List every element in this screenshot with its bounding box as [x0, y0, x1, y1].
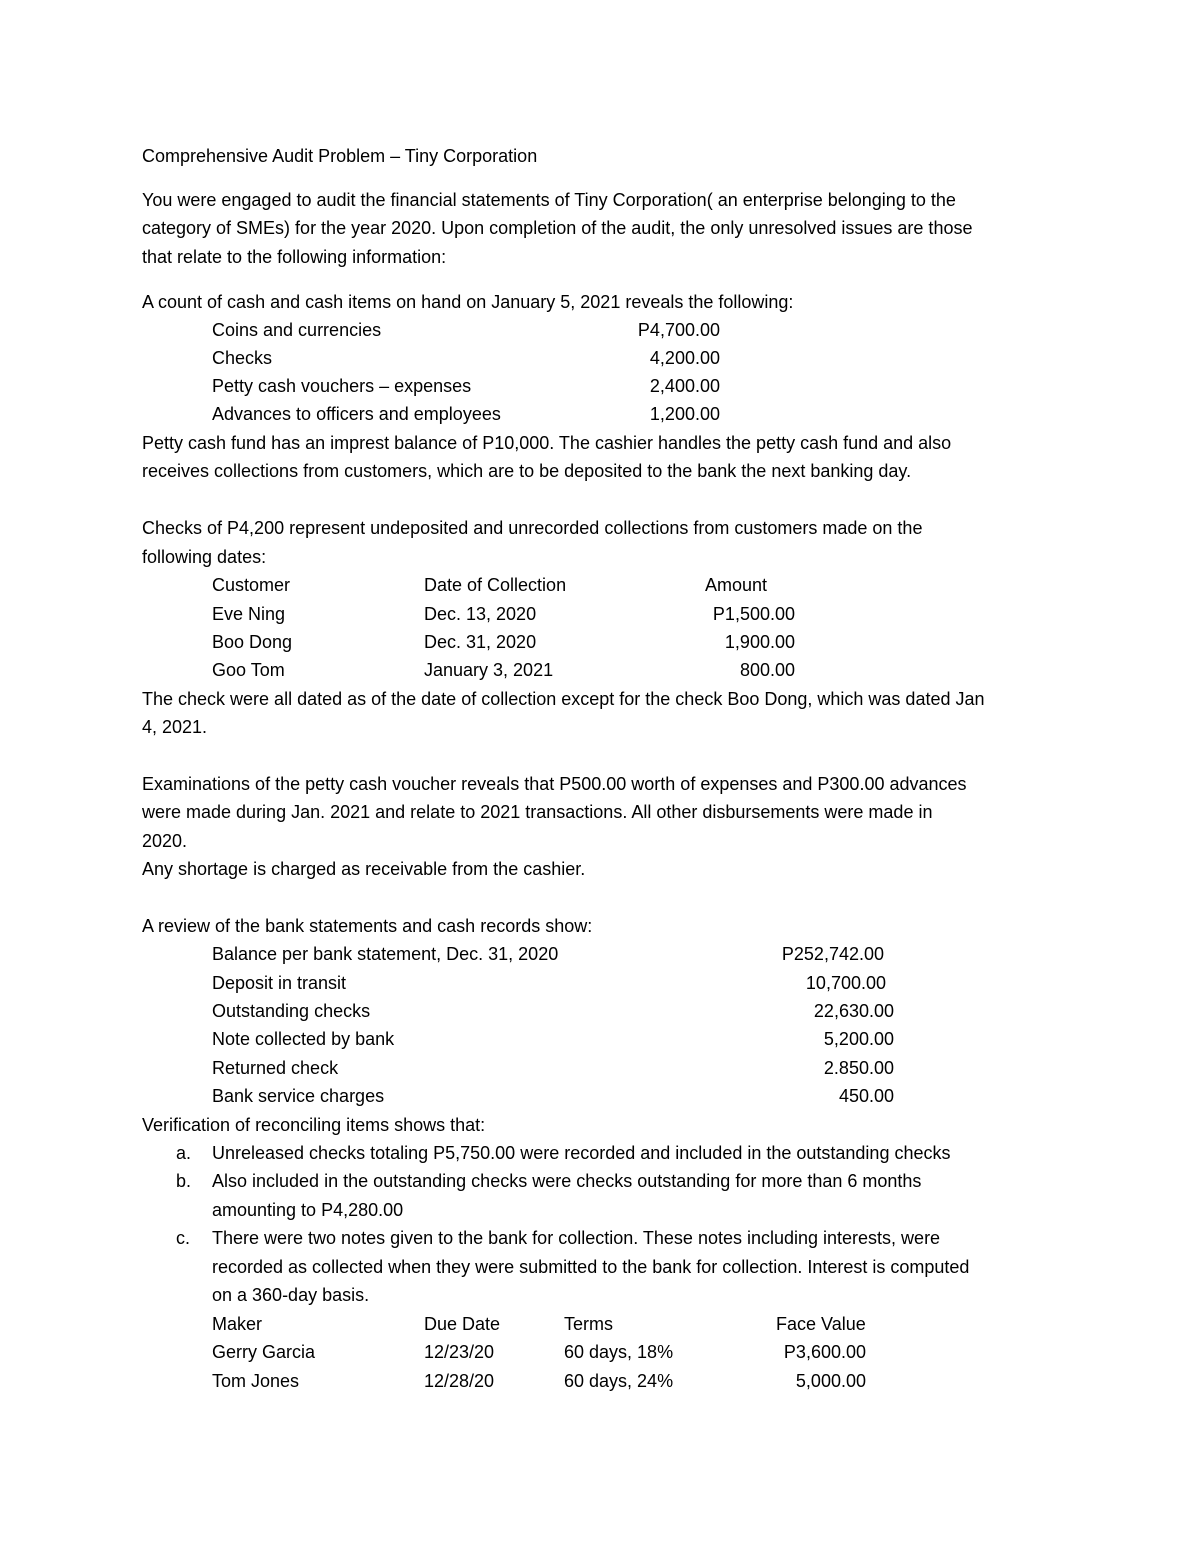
cash-count-heading: A count of cash and cash items on hand on January 5, 2021 reveals the following: — [142, 292, 794, 312]
bank-item-label: Bank service charges — [212, 1086, 385, 1106]
checks-row-customer: Boo Dong — [212, 632, 293, 652]
list-item-c: on a 360-day basis. — [212, 1285, 370, 1305]
list-marker-a: a. — [176, 1143, 192, 1163]
shortage-line: Any shortage is charged as receivable from the cashier. — [142, 859, 586, 879]
notes-row-due-date: 12/23/20 — [424, 1342, 495, 1362]
cash-item-label: Coins and currencies — [212, 320, 382, 340]
checks-row-amount: P1,500.00 — [712, 604, 795, 624]
checks-header-amount: Amount — [705, 575, 768, 595]
bank-item-amount: 5,200.00 — [823, 1029, 894, 1049]
notes-row-maker: Gerry Garcia — [212, 1342, 316, 1362]
checks-row-date: Dec. 13, 2020 — [424, 604, 537, 624]
notes-header-due-date: Due Date — [424, 1314, 501, 1334]
intro-line: category of SMEs) for the year 2020. Upon completion of the audit, the only unresolved issues are those — [142, 218, 973, 238]
intro-line: that relate to the following information: — [142, 247, 447, 267]
intro-line: You were engaged to audit the financial statements of Tiny Corporation( an enterprise belonging to the — [142, 190, 956, 210]
checks-intro-line: Checks of P4,200 represent undeposited and unrecorded collections from customers made on the — [142, 518, 923, 538]
list-marker-b: b. — [176, 1171, 192, 1191]
bank-item-label: Balance per bank statement, Dec. 31, 2020 — [212, 944, 559, 964]
cash-item-amount: 1,200.00 — [649, 404, 720, 424]
cash-item-amount: 4,200.00 — [649, 348, 720, 368]
petty-fund-line: receives collections from customers, which are to be deposited to the bank the next banking day. — [142, 461, 912, 481]
checks-row-amount: 800.00 — [739, 660, 795, 680]
bank-item-label: Outstanding checks — [212, 1001, 371, 1021]
petty-voucher-line: were made during Jan. 2021 and relate to 2021 transactions. All other disbursements were made in — [142, 802, 933, 822]
list-item-c: recorded as collected when they were submitted to the bank for collection. Interest is computed — [212, 1257, 970, 1277]
cash-item-label: Checks — [212, 348, 273, 368]
checks-note-line: 4, 2021. — [142, 717, 208, 737]
list-item-a: Unreleased checks totaling P5,750.00 were recorded and included in the outstanding checks — [212, 1143, 951, 1163]
notes-row-maker: Tom Jones — [212, 1371, 300, 1391]
list-item-c: There were two notes given to the bank for collection. These notes including interests, were — [212, 1228, 941, 1248]
list-marker-c: c. — [176, 1228, 191, 1248]
checks-row-amount: 1,900.00 — [724, 632, 795, 652]
checks-header-date: Date of Collection — [424, 575, 567, 595]
bank-item-amount: 450.00 — [838, 1086, 894, 1106]
checks-row-date: Dec. 31, 2020 — [424, 632, 537, 652]
checks-row-customer: Eve Ning — [212, 604, 286, 624]
cash-item-label: Petty cash vouchers – expenses — [212, 376, 472, 396]
checks-row-customer: Goo Tom — [212, 660, 285, 680]
checks-note-line: The check were all dated as of the date of collection except for the check Boo Dong, which was dated Jan — [142, 689, 985, 709]
notes-row-terms: 60 days, 18% — [564, 1342, 674, 1362]
bank-review-heading: A review of the bank statements and cash records show: — [142, 916, 593, 936]
bank-item-label: Deposit in transit — [212, 973, 347, 993]
checks-row-date: January 3, 2021 — [424, 660, 554, 680]
notes-header-maker: Maker — [212, 1314, 263, 1334]
document-title: Comprehensive Audit Problem – Tiny Corporation — [142, 146, 538, 166]
bank-item-amount: 22,630.00 — [813, 1001, 894, 1021]
petty-fund-line: Petty cash fund has an imprest balance of P10,000. The cashier handles the petty cash fund and also — [142, 433, 952, 453]
bank-item-amount: 10,700.00 — [805, 973, 886, 993]
list-item-b: amounting to P4,280.00 — [212, 1200, 404, 1220]
notes-row-face-value: P3,600.00 — [783, 1342, 866, 1362]
cash-item-amount: P4,700.00 — [637, 320, 720, 340]
cash-item-label: Advances to officers and employees — [212, 404, 501, 424]
petty-voucher-line: Examinations of the petty cash voucher reveals that P500.00 worth of expenses and P300.00 advances — [142, 774, 967, 794]
notes-row-face-value: 5,000.00 — [795, 1371, 866, 1391]
notes-header-face-value: Face Value — [776, 1314, 866, 1334]
bank-item-label: Note collected by bank — [212, 1029, 395, 1049]
checks-header-customer: Customer — [212, 575, 291, 595]
bank-item-label: Returned check — [212, 1058, 339, 1078]
bank-item-amount: 2.850.00 — [823, 1058, 894, 1078]
notes-header-terms: Terms — [564, 1314, 613, 1334]
petty-voucher-line: 2020. — [142, 831, 188, 851]
bank-item-amount: P252,742.00 — [781, 944, 884, 964]
checks-intro-line: following dates: — [142, 547, 267, 567]
notes-row-due-date: 12/28/20 — [424, 1371, 495, 1391]
cash-item-amount: 2,400.00 — [649, 376, 720, 396]
list-item-b: Also included in the outstanding checks were checks outstanding for more than 6 months — [212, 1171, 922, 1191]
verification-heading: Verification of reconciling items shows that: — [142, 1115, 486, 1135]
notes-row-terms: 60 days, 24% — [564, 1371, 674, 1391]
